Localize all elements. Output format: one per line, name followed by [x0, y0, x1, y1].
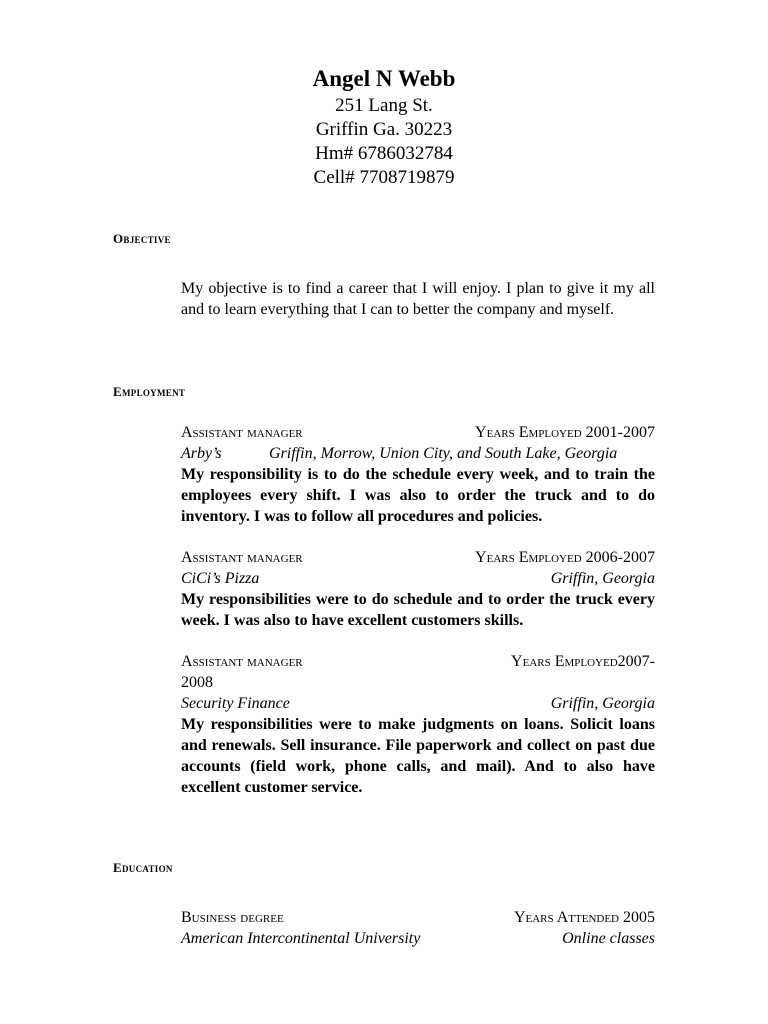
- job-years: Years Employed2007-: [511, 653, 655, 670]
- job-description: My responsibilities were to make judgments on loans. Solicit loans and renewals. Sell insurance. File paperwork and collect on past due accounts (field work, phone calls, and mail). And to also have excellent customer service.: [181, 716, 655, 796]
- job-years: Years Employed 2006-2007: [475, 549, 655, 566]
- education-heading: Education: [113, 860, 173, 875]
- applicant-name: Angel N Webb: [312, 66, 456, 91]
- job-entry: [181, 547, 655, 631]
- employment-heading: Employment: [113, 384, 186, 399]
- job-location: Griffin, Morrow, Union City, and South Lake, Georgia: [269, 445, 618, 462]
- education-mode: Online classes: [562, 930, 655, 947]
- job-company: Security Finance: [181, 695, 290, 712]
- contact-header: [0, 64, 768, 190]
- objective-heading: Objective: [113, 231, 171, 246]
- cell-phone: Cell# 7708719879: [313, 167, 455, 188]
- objective-text: My objective is to find a career that I will enjoy. I plan to give it my all and to learn everything that I can to better the company and myself.: [181, 280, 655, 318]
- job-position: Assistant manager: [181, 424, 303, 441]
- job-entry: [181, 651, 655, 798]
- job-location: Griffin, Georgia: [550, 695, 655, 712]
- city-state-zip: Griffin Ga. 30223: [315, 119, 453, 140]
- job-years: Years Employed 2001-2007: [475, 424, 655, 441]
- job-years-continued: 2008: [181, 674, 213, 691]
- street-address: 251 Lang St.: [335, 95, 433, 116]
- job-description: My responsibility is to do the schedule every week, and to train the employees every shift. I was also to order the truck and to do inventory. I was to follow all procedures and policies.: [181, 466, 655, 525]
- school-name: American Intercontinental University: [181, 930, 421, 947]
- job-position: Assistant manager: [181, 549, 303, 566]
- job-company: Arby’s: [181, 445, 222, 462]
- job-entry: [181, 422, 655, 527]
- job-description: My responsibilities were to do schedule and to order the truck every week. I was also to have excellent customers skills.: [181, 591, 655, 629]
- home-phone: Hm# 6786032784: [315, 143, 453, 164]
- education-entry: [181, 907, 655, 949]
- job-position: Assistant manager: [181, 653, 303, 670]
- education-years: Years Attended 2005: [513, 909, 655, 926]
- job-location: Griffin, Georgia: [550, 570, 655, 587]
- job-company: CiCi’s Pizza: [181, 570, 260, 587]
- degree-name: Business degree: [181, 909, 284, 926]
